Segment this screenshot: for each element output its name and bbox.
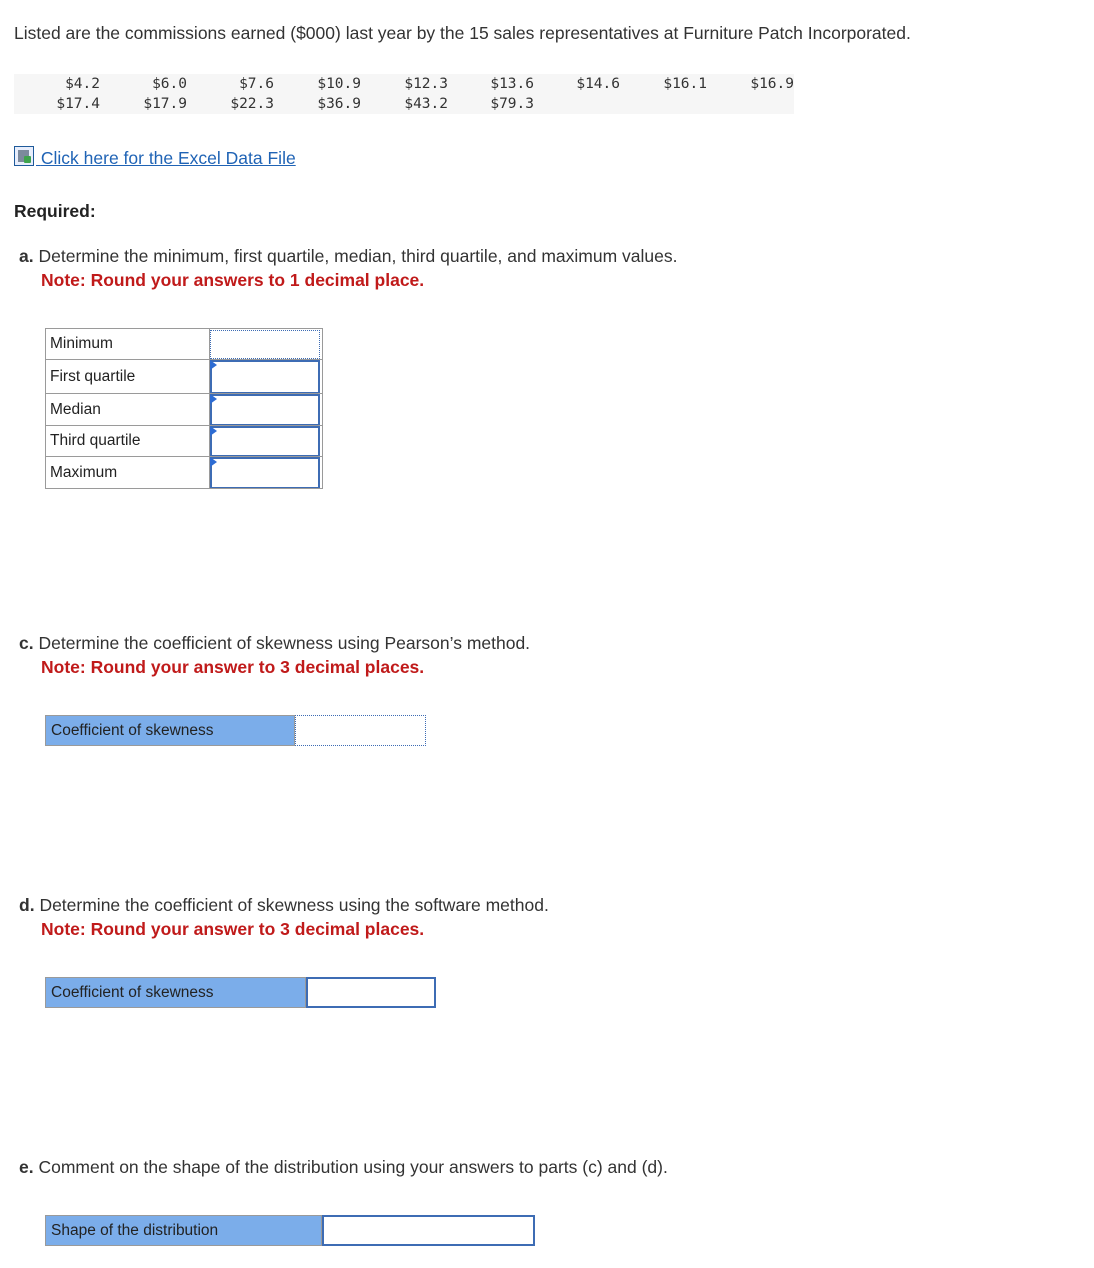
excel-file-icon[interactable] xyxy=(14,146,34,166)
part-e-question-text: Comment on the shape of the distribution using your answers to parts (c) and (d). xyxy=(38,1157,668,1177)
part-e-letter: e. xyxy=(19,1157,34,1177)
data-cell: $6.0 xyxy=(152,76,187,92)
data-cell: $79.3 xyxy=(490,96,534,112)
part-c-question xyxy=(19,633,530,654)
part-c-question-text: Determine the coefficient of skewness using Pearson’s method. xyxy=(38,633,531,653)
data-cell: $12.3 xyxy=(404,76,448,92)
answer-marker-icon xyxy=(210,360,217,370)
maximum-cell xyxy=(210,457,323,489)
data-cell: $16.1 xyxy=(663,76,707,92)
minimum-input[interactable] xyxy=(210,330,320,359)
part-d-question-text: Determine the coefficient of skewness using the software method. xyxy=(39,895,549,915)
first-quartile-input[interactable] xyxy=(210,360,320,393)
part-e-question xyxy=(19,1157,668,1178)
part-a-question-text: Determine the minimum, first quartile, median, third quartile, and maximum values. xyxy=(38,246,678,266)
data-cell: $36.9 xyxy=(317,96,361,112)
data-cell: $14.6 xyxy=(576,76,620,92)
part-d-note: Note: Round your answer to 3 decimal places. xyxy=(41,919,425,939)
part-d-letter: d. xyxy=(19,895,35,915)
software-skewness-label: Coefficient of skewness xyxy=(45,977,306,1008)
data-cell: $17.9 xyxy=(143,96,187,112)
table-row xyxy=(46,360,323,394)
commissions-data-table xyxy=(14,74,794,114)
third-quartile-label: Third quartile xyxy=(46,426,210,457)
part-e-answer-row xyxy=(45,1215,535,1246)
pearson-skewness-label: Coefficient of skewness xyxy=(45,715,295,746)
part-a-letter: a. xyxy=(19,246,34,266)
data-row-2 xyxy=(14,94,794,114)
third-quartile-cell xyxy=(210,426,323,457)
data-cell: $13.6 xyxy=(490,76,534,92)
data-cell: $17.4 xyxy=(56,96,100,112)
part-a-note: Note: Round your answers to 1 decimal place. xyxy=(41,270,425,290)
table-row xyxy=(46,394,323,426)
problem-intro: Listed are the commissions earned ($000) last year by the 15 sales representatives at Furniture Patch Incorporated. xyxy=(14,23,911,43)
part-c-note: Note: Round your answer to 3 decimal places. xyxy=(41,657,425,677)
table-row xyxy=(46,426,323,457)
quartiles-answer-table xyxy=(45,328,323,489)
answer-marker-icon xyxy=(210,457,217,467)
answer-marker-icon xyxy=(210,394,217,404)
first-quartile-label: First quartile xyxy=(46,360,210,394)
excel-link-text[interactable]: Click here for the Excel Data File xyxy=(40,148,296,168)
part-c-letter: c. xyxy=(19,633,34,653)
part-a-question xyxy=(19,246,677,267)
distribution-shape-input[interactable] xyxy=(322,1215,535,1246)
median-label: Median xyxy=(46,394,210,426)
maximum-label: Maximum xyxy=(46,457,210,489)
first-quartile-cell xyxy=(210,360,323,394)
median-input[interactable] xyxy=(210,394,320,425)
minimum-cell xyxy=(210,329,323,360)
data-cell: $4.2 xyxy=(65,76,100,92)
data-cell: $10.9 xyxy=(317,76,361,92)
software-skewness-input[interactable] xyxy=(306,977,436,1008)
part-c-answer-row xyxy=(45,715,426,746)
data-row-1 xyxy=(14,74,794,94)
data-cell: $16.9 xyxy=(750,76,794,92)
table-row xyxy=(46,329,323,360)
table-row xyxy=(46,457,323,489)
data-cell: $7.6 xyxy=(239,76,274,92)
answer-marker-icon xyxy=(210,426,217,436)
minimum-label: Minimum xyxy=(46,329,210,360)
maximum-input[interactable] xyxy=(210,457,320,488)
third-quartile-input[interactable] xyxy=(210,426,320,456)
median-cell xyxy=(210,394,323,426)
distribution-shape-label: Shape of the distribution xyxy=(45,1215,322,1246)
part-d-answer-row xyxy=(45,977,436,1008)
data-cell: $22.3 xyxy=(230,96,274,112)
data-cell: $43.2 xyxy=(404,96,448,112)
pearson-skewness-input[interactable] xyxy=(295,715,426,746)
required-heading: Required: xyxy=(14,201,96,221)
part-d-question xyxy=(19,895,549,916)
